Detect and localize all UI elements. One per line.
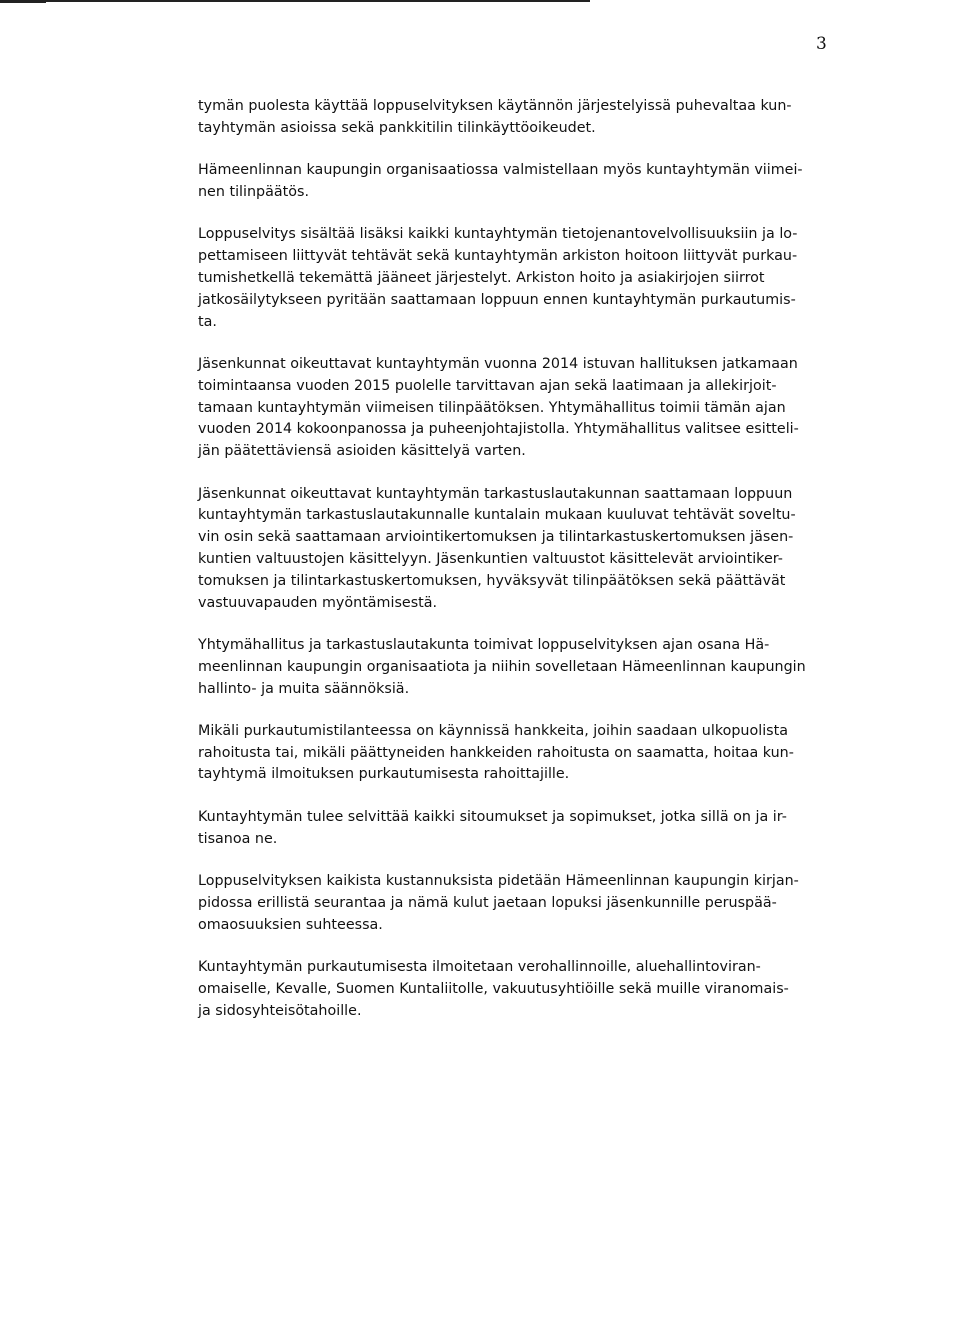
- paragraph-9: Loppuselvityksen kaikista kustannuksista pidetään Hämeenlinnan kaupungin kirjan- pidossa erillistä seurantaa ja nämä kulut jaetaan lopuksi jäsenkunnille peruspää- omaosuuksien suhteessa.: [198, 873, 799, 933]
- paragraph-5: Jäsenkunnat oikeuttavat kuntayhtymän tarkastuslautakunnan saattamaan loppuun kuntayhtymän tarkastuslautakunnalle kuntalain mukaan kuuluvat tehtävät soveltu- vin osin sekä saattamaan arviointikertomuksen ja tilintarkastuskertomuksen jäsen- kuntien valtuustojen käsittelyyn. Jäsenkuntien valtuustot käsittelevät arviointiker- tomuksen ja tilintarkastuskertomuksen, hyväksyvät tilinpäätöksen sekä päättävät vastuuvapauden myöntämisestä.: [198, 485, 796, 611]
- paragraph-4: Jäsenkunnat oikeuttavat kuntayhtymän vuonna 2014 istuvan hallituksen jatkamaan toimintaansa vuoden 2015 puolelle tarvittavan ajan sekä laatimaan ja allekirjoit- tamaan kuntayhtymän viimeisen tilinpäätöksen. Yhtymähallitus toimii tämän ajan vuoden 2014 kokoonpanossa ja puheenjohtajistolla. Yhtymähallitus valitsee esitteli- jän päätettäviensä asioiden käsittelyä varten.: [198, 355, 799, 460]
- paragraph-7: Mikäli purkautumistilanteessa on käynnissä hankkeita, joihin saadaan ulkopuolista rahoitusta tai, mikäli päättyneiden hankkeiden rahoitusta on saamatta, hoitaa kun- tayhtymä ilmoituksen purkautumisesta rahoittajille.: [198, 722, 794, 783]
- paragraph-1: tymän puolesta käyttää loppuselvityksen käytännön järjestelyissä puhevaltaa kun- tayhtymän asioissa sekä pankkitilin tilinkäyttöoikeudet.: [198, 98, 792, 136]
- top-rule: [0, 0, 590, 2]
- top-rule-accent: [0, 0, 46, 3]
- page-number: 3: [816, 34, 827, 54]
- paragraph-6: Yhtymähallitus ja tarkastuslautakunta toimivat loppuselvityksen ajan osana Hä- meenlinnan kaupungin organisaatiota ja niihin sovelletaan Hämeenlinnan kaupungin hallinto- ja muita säännöksiä.: [198, 636, 806, 697]
- paragraph-3: Loppuselvitys sisältää lisäksi kaikki kuntayhtymän tietojenantovelvollisuuksiin ja lo- pettamiseen liittyvät tehtävät sekä kuntayhtymän arkiston hoitoon liittyvät purkau- tumishetkellä tekemättä jääneet järjestelyt. Arkiston hoito ja asiakirjojen siirrot jatkosäilytykseen pyritään saattamaan loppuun ennen kuntayhtymän purkautumis- ta.: [198, 226, 798, 330]
- body-text: [198, 96, 870, 1043]
- paragraph-2: Hämeenlinnan kaupungin organisaatiossa valmistellaan myös kuntayhtymän viimei- nen tilinpäätös.: [198, 162, 803, 200]
- paragraph-10: Kuntayhtymän purkautumisesta ilmoitetaan verohallinnoille, aluehallintoviran- omaiselle, Kevalle, Suomen Kuntaliitolle, vakuutusyhtiöille sekä muille viranomais- ja sidosyhteisötahoille.: [198, 959, 789, 1019]
- paragraph-8: Kuntayhtymän tulee selvittää kaikki sitoumukset ja sopimukset, jotka sillä on ja ir- tisanoa ne.: [198, 808, 787, 847]
